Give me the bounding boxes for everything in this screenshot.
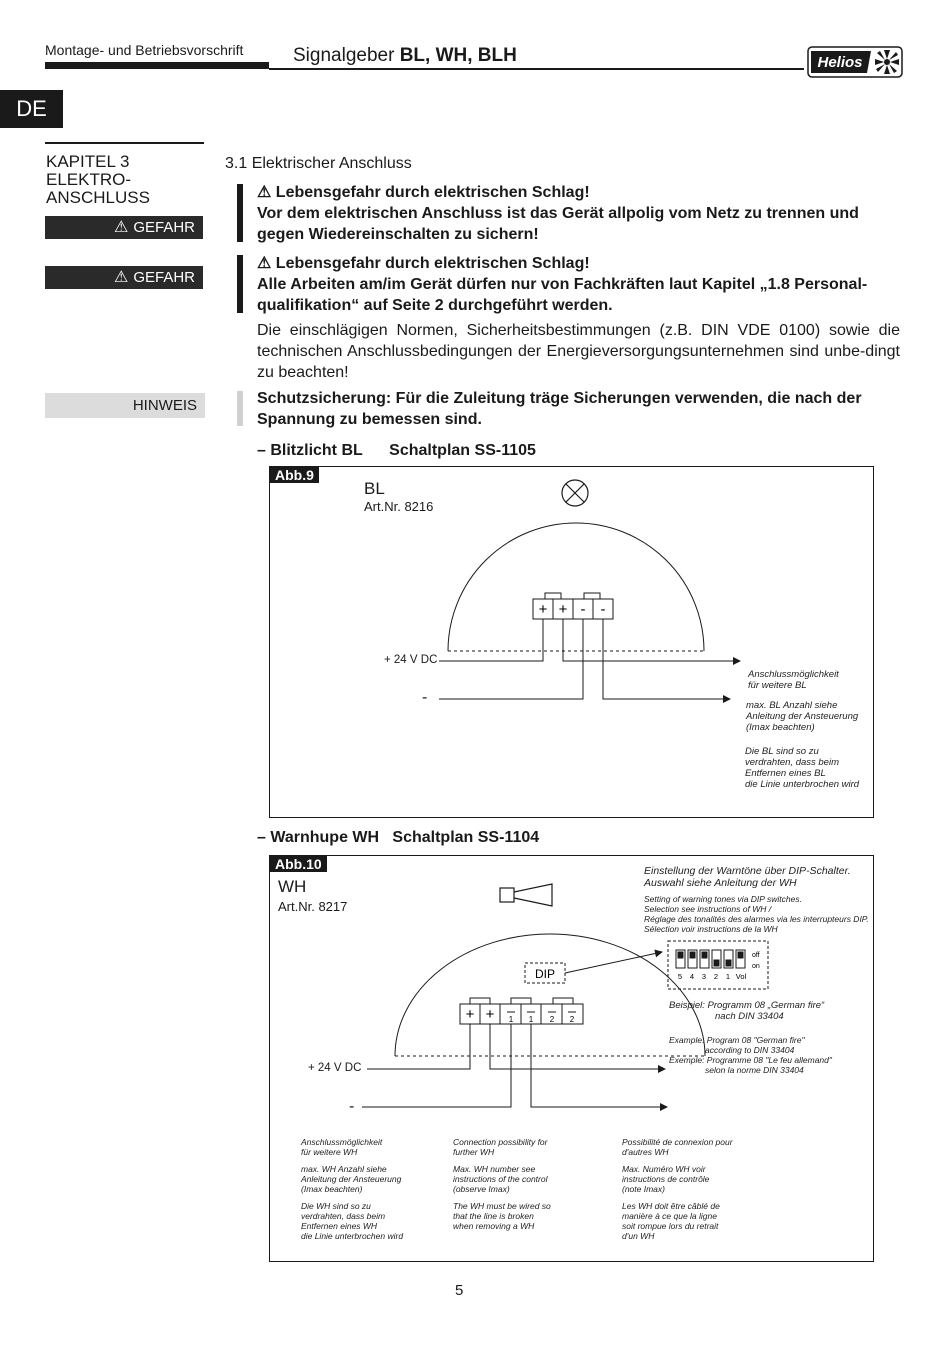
fig10-terminal: + <box>485 1006 495 1023</box>
logo-text: Helios <box>817 54 863 71</box>
warning-1-heading: Lebensgefahr durch elektrischen Schlag! <box>275 184 590 201</box>
fig10-note-line: when removing a WH <box>453 1221 535 1231</box>
danger-badge-2-label: GEFAHR <box>133 269 195 286</box>
page-number: 5 <box>455 1282 464 1299</box>
fig10-note-line: Max. Numéro WH voir <box>622 1164 706 1174</box>
dip-number: Vol <box>735 972 747 981</box>
fig9-note-line: Anschlussmöglichkeit <box>748 669 839 680</box>
hint-badge: HINWEIS <box>45 393 205 418</box>
warning-icon: ⚠ <box>113 269 129 286</box>
danger-badge-2 <box>45 266 203 289</box>
fig10-note-line: that the line is broken <box>453 1211 534 1221</box>
fig10-terminal-block <box>460 998 583 1024</box>
fig9-note-line: Anleitung der Ansteuerung <box>746 711 859 722</box>
fig10-note-line: Setting of warning tones via DIP switches. <box>644 894 802 904</box>
fig10-terminal: 2 <box>549 1015 555 1024</box>
fig10-note-line: Auswahl siehe Anleitung der WH <box>644 877 797 889</box>
danger-badge-1 <box>45 216 203 239</box>
fig9-housing <box>448 523 704 651</box>
standards-paragraph: Die einschlägigen Normen, Sicherheitsbestimmungen (z.B. DIN VDE 0100) sowie die technischen Anschlussbedingungen der Energieversorgungsunternehmen sind unbe-dingt zu beachten! <box>257 322 900 381</box>
fig9-wire-plus-out <box>563 619 740 661</box>
fig10-note-line: The WH must be wired so <box>453 1201 551 1211</box>
dip-pointer <box>565 952 662 973</box>
fig10-example-en-fr <box>669 1035 832 1075</box>
dip-number: 4 <box>689 972 695 981</box>
fig10-subtitle: – Warnhupe WH Schaltplan SS-1104 <box>257 829 540 846</box>
fig10-col-fr <box>622 1137 733 1241</box>
doc-title-bold: BL, WH, BLH <box>399 45 517 66</box>
fig9-wire-minus-out <box>603 619 730 699</box>
dip-number: 3 <box>701 972 707 981</box>
dip-label: DIP <box>534 967 556 981</box>
fig10-note-line: Example: Program 08 "German fire" <box>669 1035 805 1045</box>
fig9-terminal: + <box>538 601 548 618</box>
warning-2-heading-row <box>257 253 900 274</box>
dip-number: 1 <box>725 972 731 981</box>
fig10-note-line: instructions de contrôle <box>622 1174 710 1184</box>
fig10-note-spacer <box>301 1194 403 1201</box>
warning-1-heading-row <box>257 182 900 203</box>
fig9-note-2 <box>746 700 858 733</box>
fig10-terminal: 1 <box>528 1015 534 1024</box>
fan-icon <box>875 50 899 74</box>
fig10-note-line: soit rompue lors du retrait <box>622 1221 719 1231</box>
fig10-note-spacer <box>453 1157 551 1164</box>
fig10-note-line: (note Imax) <box>622 1184 665 1194</box>
fig10-terminal: 2 <box>569 1015 575 1024</box>
fig9-note-3 <box>745 746 859 790</box>
fig10-example-de <box>669 1000 824 1022</box>
fig10-note-line: Einstellung der Warntöne über DIP-Schalter. <box>644 865 851 877</box>
fig10-note-spacer <box>453 1194 551 1201</box>
fig10-note-line: Selection see instructions of WH / <box>644 904 772 914</box>
fig10-col-en <box>453 1137 551 1231</box>
section-heading: 3.1 Elektrischer Anschluss <box>225 155 412 172</box>
fig10-note-line: Exemple: Programme 08 "Le feu allemand" <box>669 1055 832 1065</box>
fig10-note-line: die Linie unterbrochen wird <box>301 1231 404 1241</box>
fig10-terminal: + <box>465 1006 475 1023</box>
fig9-art-nr: Art.Nr. 8216 <box>364 499 434 514</box>
chapter-heading <box>46 153 206 207</box>
fig10-note-line: für weitere WH <box>301 1147 358 1157</box>
lamp-icon <box>562 480 588 506</box>
fig10-note-line: instructions of the control <box>453 1174 548 1184</box>
fig9-terminal: - <box>600 601 606 618</box>
fig10-note-line: Max. WH number see <box>453 1164 536 1174</box>
fig9-label: Abb.9 <box>270 467 319 483</box>
fig10-note-line: d'un WH <box>622 1231 655 1241</box>
fig9-note-1 <box>748 669 839 691</box>
fig9-wire-minus-in <box>439 619 583 699</box>
fig10-note-line: nach DIN 33404 <box>715 1011 784 1022</box>
fig10-note-line: Connection possibility for <box>453 1137 548 1147</box>
fig9-note-line: für weitere BL <box>748 680 807 691</box>
warning-2-heading: Lebensgefahr durch elektrischen Schlag! <box>275 255 590 272</box>
figure-10 <box>269 855 874 1262</box>
fig10-col-de <box>301 1137 403 1241</box>
fig9-wire-plus-in <box>439 619 543 661</box>
fig10-note-line: (Imax beachten) <box>301 1184 363 1194</box>
header-bar <box>45 62 269 69</box>
fig9-note-line: (Imax beachten) <box>746 722 815 733</box>
fig10-note-line: selon la norme DIN 33404 <box>705 1065 804 1075</box>
doc-title-prefix: Signalgeber <box>293 45 400 66</box>
fig10-note-line: (observe Imax) <box>453 1184 510 1194</box>
fig9-note-line: verdrahten, dass beim <box>745 757 839 768</box>
doc-title <box>293 45 517 67</box>
fig10-wire-plus-in <box>367 1024 470 1069</box>
figure-9 <box>269 466 874 818</box>
fig9-supply-minus: - <box>422 689 428 706</box>
fig10-terminal: 1 <box>508 1015 514 1024</box>
fig10-supply-minus: - <box>349 1098 355 1115</box>
hint-bar <box>237 391 243 426</box>
fig9-note-line: die Linie unterbrochen wird <box>745 779 860 790</box>
fig9-subtitle: – Blitzlicht BL Schaltplan SS-1105 <box>257 442 536 459</box>
fig10-note-line: further WH <box>453 1147 495 1157</box>
language-tab: DE <box>0 90 63 128</box>
fig10-wire-plus-out <box>490 1024 665 1069</box>
danger-badge-1-label: GEFAHR <box>133 219 195 236</box>
fig10-note-spacer <box>622 1157 733 1164</box>
chapter-line2: ELEKTRO- <box>46 170 132 189</box>
warning-bar-2 <box>237 255 243 313</box>
fig9-note-line: max. BL Anzahl siehe <box>746 700 838 711</box>
doc-type: Montage- und Betriebsvorschrift <box>45 42 244 58</box>
fig10-note-line: Die WH sind so zu <box>301 1201 371 1211</box>
fig10-note-line: according to DIN 33404 <box>705 1045 795 1055</box>
chapter-line1: KAPITEL 3 <box>46 152 130 171</box>
header-rule <box>269 68 804 70</box>
fig10-note-line: max. WH Anzahl siehe <box>301 1164 387 1174</box>
fig10-note-line: Anleitung der Ansteuerung <box>301 1174 402 1184</box>
fig9-supply-plus: + 24 V DC <box>384 654 438 666</box>
fig10-note-line: d'autres WH <box>622 1147 669 1157</box>
fig10-device: WH <box>278 877 307 896</box>
fig10-note-line: Beispiel: Programm 08 „German fire“ <box>669 1000 825 1011</box>
dip-switch-detail <box>668 941 768 989</box>
fig10-supply-plus: + 24 V DC <box>308 1062 362 1074</box>
fig10-note-line: Anschlussmöglichkeit <box>301 1137 383 1147</box>
fig10-note-spacer <box>301 1157 403 1164</box>
warning-1-body: Vor dem elektrischen Anschluss ist das Gerät allpolig vom Netz zu trennen und gegen Wiedereinschalten zu sichern! <box>257 205 859 243</box>
dip-off-label: off <box>752 952 760 959</box>
warning-bar-1 <box>237 184 243 242</box>
fig10-note-line: Entfernen eines WH <box>301 1221 378 1231</box>
fig10-label: Abb.10 <box>270 856 327 872</box>
warning-icon: ⚠ <box>257 184 276 201</box>
warning-block-2 <box>257 253 900 316</box>
fig10-note-line: manière à ce que la ligne <box>622 1211 717 1221</box>
fig10-top-note-en-fr <box>644 894 869 934</box>
fig10-wire-minus-in <box>362 1024 511 1107</box>
fig10-wire-minus-out <box>531 1024 667 1107</box>
fig10-note-line: verdrahten, dass beim <box>301 1211 386 1221</box>
warning-icon: ⚠ <box>113 219 129 236</box>
fig10-note-spacer <box>622 1194 733 1201</box>
fig9-note-line: Entfernen eines BL <box>745 768 826 779</box>
fig9-terminal-block <box>533 593 613 619</box>
fig10-top-note-de <box>644 865 851 889</box>
fig10-note-line: Sélection voir instructions de la WH <box>644 924 778 934</box>
fig9-terminal: - <box>580 601 586 618</box>
helios-logo <box>807 46 903 78</box>
warning-icon: ⚠ <box>257 255 276 272</box>
chapter-line3: ANSCHLUSS <box>46 188 150 207</box>
dip-number: 2 <box>713 972 719 981</box>
fig9-terminal: + <box>558 601 568 618</box>
fig9-note-line: Die BL sind so zu <box>745 746 819 757</box>
horn-icon <box>500 884 552 906</box>
hint-text: Schutzsicherung: Für die Zuleitung träge Sicherungen verwenden, die nach der Spannung zu bemessen sind. <box>257 390 862 428</box>
chapter-rule <box>45 142 204 144</box>
fig9-device: BL <box>364 479 385 498</box>
fig10-note-line: Réglage des tonalités des alarmes via les interrupteurs DIP. <box>644 914 869 924</box>
fig10-note-line: Possibilité de connexion pour <box>622 1137 733 1147</box>
warning-2-body: Alle Arbeiten am/im Gerät dürfen nur von Fachkräften laut Kapitel „1.8 Personal-qualifikation“ auf Seite 2 durchgeführt werden. <box>257 276 868 314</box>
dip-number: 5 <box>677 972 683 981</box>
fig10-art-nr: Art.Nr. 8217 <box>278 899 348 914</box>
fig10-note-line: Les WH doit être câblé de <box>622 1201 720 1211</box>
warning-block-1 <box>257 182 900 245</box>
dip-on-label: on <box>752 963 760 970</box>
